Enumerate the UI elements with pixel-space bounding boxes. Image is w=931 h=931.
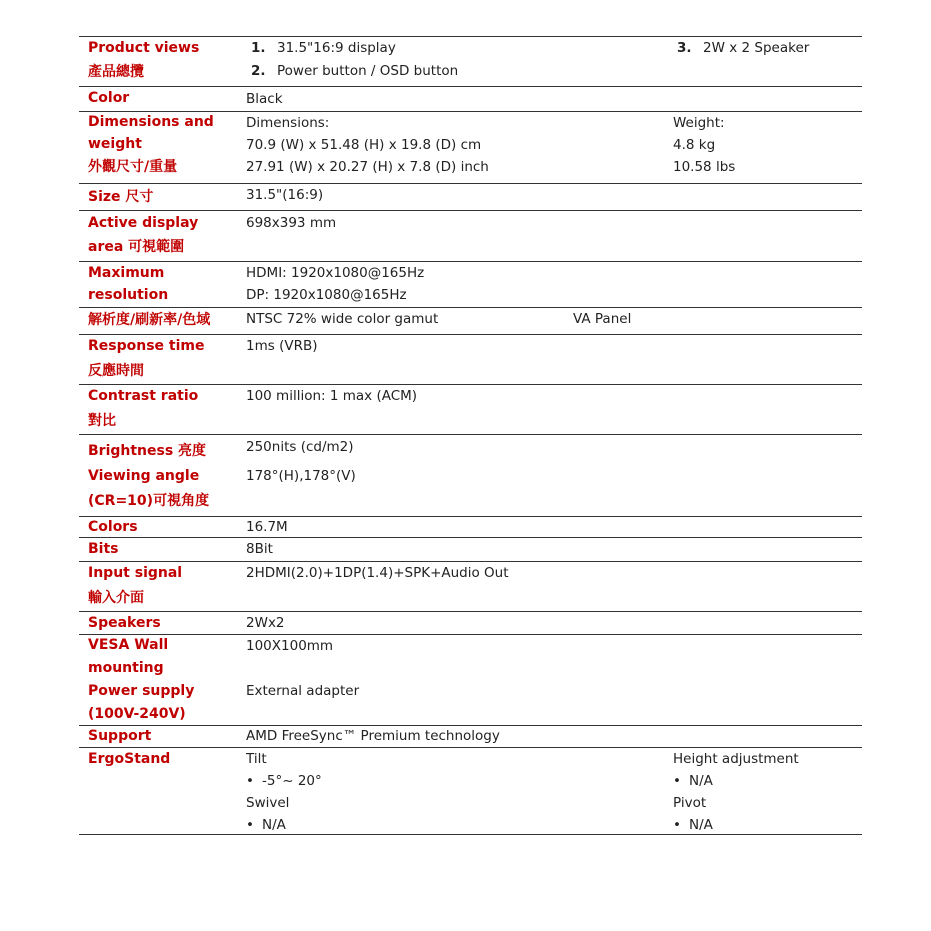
value-brightness: 250nits (cd/m2)	[246, 439, 354, 455]
dimensions-inch: 27.91 (W) x 20.27 (H) x 7.8 (D) inch	[246, 159, 489, 175]
item-text: 31.5"16:9 display	[277, 40, 396, 56]
label-resolution-cn: 解析度/刷新率/色域	[88, 312, 211, 328]
pivot-range: N/A	[689, 817, 713, 833]
product-view-item-1	[251, 37, 396, 59]
value-contrast: 100 million: 1 max (ACM)	[246, 388, 418, 404]
label-ergostand: ErgoStand	[88, 751, 171, 767]
label-contrast: Contrast ratio	[88, 388, 199, 404]
label-dimensions-cn: 外觀尺寸/重量	[88, 159, 178, 175]
value-colors: 16.7M	[246, 519, 288, 535]
value-input-signal: 2HDMI(2.0)+1DP(1.4)+SPK+Audio Out	[246, 565, 509, 581]
value-dp-resolution: DP: 1920x1080@165Hz	[246, 287, 407, 303]
value-size: 31.5"(16:9)	[246, 187, 324, 203]
divider	[79, 634, 862, 635]
item-number: 3.	[677, 40, 692, 56]
height-range: N/A	[689, 773, 713, 789]
value-color-gamut: NTSC 72% wide color gamut	[246, 311, 439, 327]
tilt-value	[246, 770, 322, 792]
value-viewing-angle: 178°(H),178°(V)	[246, 468, 356, 484]
bullet-icon: •	[673, 817, 681, 833]
item-text: Power button / OSD button	[277, 63, 459, 79]
pivot-value	[673, 814, 713, 836]
label-response-time-cn: 反應時間	[88, 363, 144, 379]
label-maximum: Maximum	[88, 265, 165, 281]
tilt-range: -5°~ 20°	[262, 773, 322, 789]
label-speakers: Speakers	[88, 615, 161, 631]
label-product-views-cn: 產品總攬	[88, 64, 144, 80]
divider	[79, 86, 862, 87]
label-vesa: VESA Wall	[88, 637, 169, 653]
swivel-value	[246, 814, 286, 836]
label-input-signal: Input signal	[88, 565, 183, 581]
label-input-signal-cn: 輸入介面	[88, 590, 144, 606]
divider	[79, 537, 862, 538]
pivot-title: Pivot	[673, 795, 707, 811]
divider	[79, 183, 862, 184]
divider	[79, 307, 862, 308]
item-number: 1.	[251, 40, 266, 56]
label-resolution: resolution	[88, 287, 169, 303]
bullet-icon: •	[673, 773, 681, 789]
label-contrast-cn: 對比	[88, 413, 116, 429]
bullet-icon: •	[246, 773, 254, 789]
bullet-icon: •	[246, 817, 254, 833]
value-bits: 8Bit	[246, 541, 273, 557]
label-bits: Bits	[88, 541, 119, 557]
label-power-voltage: (100V-240V)	[88, 706, 186, 722]
divider	[79, 210, 862, 211]
value-panel-type: VA Panel	[573, 311, 632, 327]
label-brightness: Brightness 亮度	[88, 443, 207, 459]
tilt-title: Tilt	[246, 751, 267, 767]
divider	[79, 611, 862, 612]
divider	[79, 261, 862, 262]
label-viewing-angle-cn: (CR=10)可視角度	[88, 493, 210, 509]
label-product-views: Product views	[88, 40, 200, 56]
swivel-title: Swivel	[246, 795, 290, 811]
weight-kg: 4.8 kg	[673, 137, 716, 153]
label-power-supply: Power supply	[88, 683, 195, 699]
value-response-time: 1ms (VRB)	[246, 338, 318, 354]
label-active-area: area 可視範圍	[88, 239, 185, 255]
value-hdmi-resolution: HDMI: 1920x1080@165Hz	[246, 265, 425, 281]
height-title: Height adjustment	[673, 751, 799, 767]
divider-bottom	[79, 834, 862, 835]
weight-title: Weight:	[673, 115, 725, 131]
label-mounting: mounting	[88, 660, 164, 676]
item-text: 2W x 2 Speaker	[703, 40, 810, 56]
value-vesa: 100X100mm	[246, 638, 334, 654]
dimensions-cm: 70.9 (W) x 51.48 (H) x 19.8 (D) cm	[246, 137, 482, 153]
label-weight: weight	[88, 136, 142, 152]
height-value	[673, 770, 713, 792]
value-power-supply: External adapter	[246, 683, 360, 699]
label-viewing-angle: Viewing angle	[88, 468, 200, 484]
label-response-time: Response time	[88, 338, 205, 354]
product-view-item-2	[251, 60, 458, 82]
value-color: Black	[246, 91, 283, 107]
label-support: Support	[88, 728, 152, 744]
label-dimensions: Dimensions and	[88, 114, 214, 130]
label-active-display: Active display	[88, 215, 199, 231]
swivel-range: N/A	[262, 817, 286, 833]
dimensions-title: Dimensions:	[246, 115, 330, 131]
value-support: AMD FreeSync™ Premium technology	[246, 728, 500, 744]
weight-lbs: 10.58 lbs	[673, 159, 736, 175]
divider	[79, 434, 862, 435]
label-color: Color	[88, 90, 130, 106]
label-size: Size 尺寸	[88, 189, 154, 205]
item-number: 2.	[251, 63, 266, 79]
label-colors: Colors	[88, 519, 138, 535]
value-speakers: 2Wx2	[246, 615, 285, 631]
product-view-item-3	[677, 37, 809, 59]
value-active-area: 698x393 mm	[246, 215, 337, 231]
divider	[79, 516, 862, 517]
